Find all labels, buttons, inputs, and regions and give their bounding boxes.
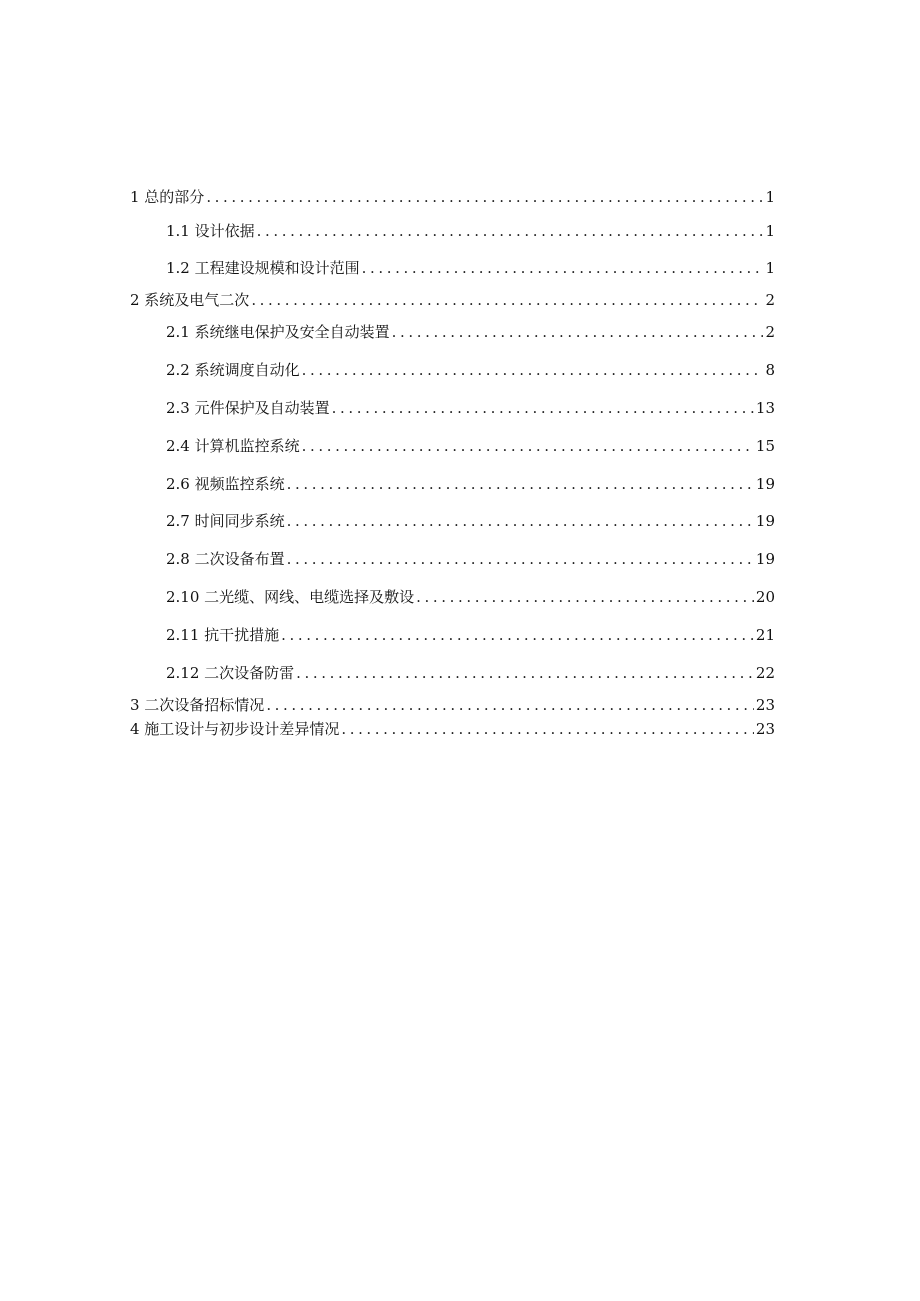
toc-entry-2-4[interactable]: [166, 435, 775, 457]
toc-entry-label: 2.12 二次设备防雷: [166, 664, 295, 682]
toc-entry-page: 23: [755, 696, 775, 714]
toc-dot-leader: [416, 586, 754, 608]
toc-entry-2-10[interactable]: [166, 586, 775, 608]
toc-entry-label: 2.2 系统调度自动化: [166, 361, 300, 379]
toc-entry-2-6[interactable]: [166, 473, 775, 495]
toc-entry-page: 19: [755, 512, 775, 530]
toc-entry-4[interactable]: [130, 718, 775, 740]
toc-dot-leader: [392, 321, 764, 343]
toc-entry-page: 2: [765, 323, 775, 341]
toc-entry-page: 1: [765, 188, 775, 206]
toc-dot-leader: [362, 257, 764, 279]
toc-entry-2-11[interactable]: [166, 624, 775, 646]
toc-entry-page: 8: [765, 361, 775, 379]
toc-entry-label: 1 总的部分: [130, 188, 205, 206]
toc-dot-leader: [257, 220, 764, 242]
toc-entry-label: 1.2 工程建设规模和设计范围: [166, 259, 360, 277]
toc-dot-leader: [251, 289, 763, 311]
toc-entry-2[interactable]: [130, 289, 775, 311]
toc-entry-label: 2.11 抗干扰措施: [166, 626, 280, 644]
toc-dot-leader: [287, 548, 754, 570]
toc-dot-leader: [296, 662, 754, 684]
toc-entry-2-3[interactable]: [166, 397, 775, 419]
toc-entry-label: 2.6 视频监控系统: [166, 475, 285, 493]
toc-dot-leader: [206, 186, 763, 208]
toc-entry-label: 2.7 时间同步系统: [166, 512, 285, 530]
toc-entry-page: 1: [765, 222, 775, 240]
toc-entry-label: 2.3 元件保护及自动装置: [166, 399, 330, 417]
toc-entry-page: 13: [755, 399, 775, 417]
toc-entry-page: 23: [755, 720, 775, 738]
toc-entry-label: 3 二次设备招标情况: [130, 696, 265, 714]
toc-entry-label: 1.1 设计依据: [166, 222, 255, 240]
toc-entry-label: 4 施工设计与初步设计差异情况: [130, 720, 340, 738]
toc-entry-label: 2.10 二光缆、网线、电缆选择及敷设: [166, 588, 415, 606]
toc-entry-2-2[interactable]: [166, 359, 775, 381]
toc-entry-1-2[interactable]: [166, 257, 775, 279]
toc-dot-leader: [332, 397, 754, 419]
toc-dot-leader: [287, 510, 754, 532]
toc-dot-leader: [281, 624, 754, 646]
toc-entry-page: 2: [765, 291, 775, 309]
toc-entry-label: 2 系统及电气二次: [130, 291, 250, 309]
toc-entry-3[interactable]: [130, 694, 775, 716]
toc-entry-1[interactable]: [130, 186, 775, 208]
toc-entry-2-12[interactable]: [166, 662, 775, 684]
toc-entry-page: 22: [755, 664, 775, 682]
toc-entry-page: 19: [755, 550, 775, 568]
toc-dot-leader: [302, 435, 754, 457]
toc-dot-leader: [302, 359, 764, 381]
toc-entry-page: 1: [765, 259, 775, 277]
toc-entry-page: 19: [755, 475, 775, 493]
toc-dot-leader: [266, 694, 754, 716]
toc-entry-2-1[interactable]: [166, 321, 775, 343]
toc-entry-page: 15: [755, 437, 775, 455]
toc-dot-leader: [341, 718, 754, 740]
toc-dot-leader: [287, 473, 754, 495]
toc-entry-page: 20: [755, 588, 775, 606]
toc-entry-2-8[interactable]: [166, 548, 775, 570]
toc-entry-page: 21: [755, 626, 775, 644]
toc-entry-1-1[interactable]: [166, 220, 775, 242]
toc-entry-label: 2.4 计算机监控系统: [166, 437, 300, 455]
toc-entry-2-7[interactable]: [166, 510, 775, 532]
toc-entry-label: 2.1 系统继电保护及安全自动装置: [166, 323, 390, 341]
toc-entry-label: 2.8 二次设备布置: [166, 550, 285, 568]
